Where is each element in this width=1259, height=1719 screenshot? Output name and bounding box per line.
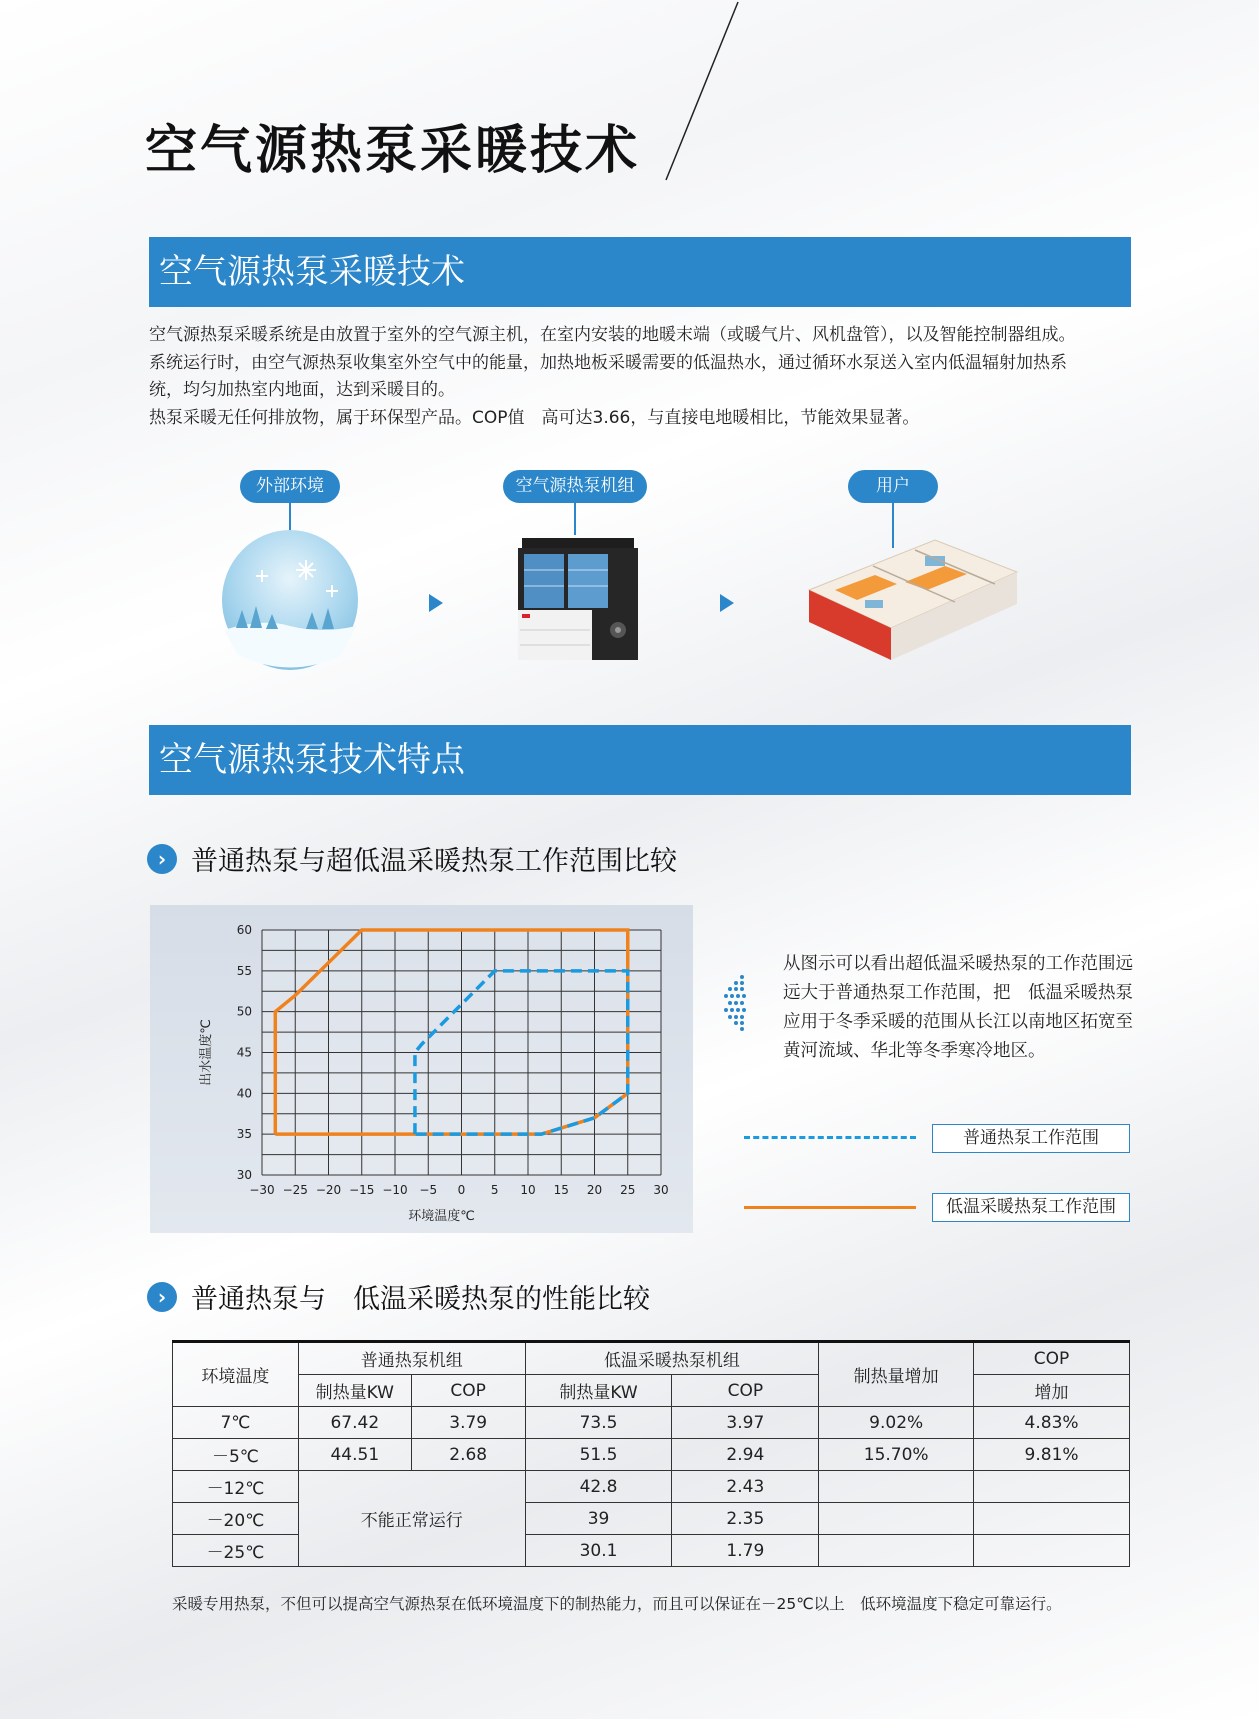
- cell-temp: －25℃: [173, 1535, 299, 1567]
- intro-line: 系统运行时，由空气源热泵收集室外空气中的能量，加热地板采暖需要的低温热水，通过循环水泵送入室内低温辐射加热系: [149, 352, 1067, 373]
- cell-cop-gain: 9.81%: [974, 1439, 1130, 1471]
- section-bar-technology: 空气源热泵采暖技术: [149, 237, 1131, 307]
- flow-label-user: 用户: [848, 470, 938, 503]
- subheading-text: 普通热泵与 低温采暖热泵的性能比较: [191, 1284, 650, 1315]
- intro-line: 热泵采暖无任何排放物，属于环保型产品。COP值 高可达3.66，与直接电地暖相比，节能效果显著。: [149, 407, 920, 428]
- subheader-heat: 制热量KW: [525, 1375, 672, 1407]
- cell-low-cop: 2.94: [672, 1439, 819, 1471]
- x-tick-label: 0: [457, 1183, 466, 1197]
- chart-description: [783, 950, 1138, 1066]
- performance-table: [172, 1340, 1130, 1567]
- x-axis-label: 环境温度℃: [408, 1209, 475, 1224]
- cell-low-cop: 2.35: [672, 1503, 819, 1535]
- cell-empty: [819, 1471, 974, 1503]
- flow-arrow-icon: [429, 594, 443, 612]
- table-subheader-row: [173, 1375, 1130, 1407]
- chevron-right-icon: ›: [147, 1282, 177, 1312]
- cell-low-cop: 3.97: [672, 1407, 819, 1439]
- cell-low-heat: 30.1: [525, 1535, 672, 1567]
- cell-temp: －5℃: [173, 1439, 299, 1471]
- y-tick-label: 45: [236, 1045, 252, 1060]
- subheading-range-comparison: [147, 839, 677, 878]
- y-tick-label: 50: [236, 1004, 252, 1019]
- cell-empty: [974, 1535, 1130, 1567]
- table-header-row: [173, 1342, 1130, 1375]
- x-tick-label: 30: [653, 1183, 669, 1197]
- intro-paragraph: [149, 322, 1139, 432]
- flow-label-heatpump: 空气源热泵机组: [503, 470, 647, 503]
- cell-empty: [974, 1471, 1130, 1503]
- cell-heat-gain: 15.70%: [819, 1439, 974, 1471]
- cell-temp: －12℃: [173, 1471, 299, 1503]
- x-tick-label: 5: [490, 1183, 499, 1197]
- x-tick-label: −5: [419, 1183, 438, 1197]
- winter-scene-illustration: [222, 530, 358, 670]
- page-title: 空气源热泵采暖技术: [145, 121, 641, 181]
- x-tick-label: 20: [586, 1183, 603, 1197]
- cell-low-heat: 39: [525, 1503, 672, 1535]
- header-cop-top: COP: [974, 1342, 1130, 1375]
- header-normal-unit: 普通热泵机组: [298, 1342, 525, 1375]
- cell-cop-gain: 4.83%: [974, 1407, 1130, 1439]
- intro-line: 统，均匀加热室内地面，达到采暖目的。: [149, 380, 455, 400]
- y-tick-label: 60: [236, 923, 252, 937]
- header-env-temp: 环境温度: [173, 1342, 299, 1407]
- x-tick-label: −30: [249, 1183, 275, 1197]
- description-line: 从图示可以看出超低温采暖热泵的工作范围远: [783, 954, 1133, 974]
- y-tick-label: 55: [236, 963, 252, 978]
- subheader-heat: 制热量KW: [298, 1375, 411, 1407]
- dotted-pointer-icon: [724, 973, 748, 1033]
- x-tick-label: 25: [620, 1183, 636, 1197]
- cell-low-heat: 42.8: [525, 1471, 672, 1503]
- decorative-slash: [660, 0, 740, 185]
- legend-line-low-temp: [744, 1206, 916, 1209]
- section-bar-features: 空气源热泵技术特点: [149, 725, 1131, 795]
- legend-line-normal: [744, 1136, 916, 1139]
- y-tick-label: 40: [236, 1086, 252, 1101]
- subheading-text: 普通热泵与超低温采暖热泵工作范围比较: [191, 846, 677, 877]
- cell-heat-gain: 9.02%: [819, 1407, 974, 1439]
- working-range-chart: [150, 905, 693, 1233]
- x-tick-label: 10: [520, 1183, 536, 1197]
- flow-label-environment: 外部环境: [240, 470, 340, 503]
- flow-arrow-icon: [720, 594, 734, 612]
- intro-line: 空气源热泵采暖系统是由放置于室外的空气源主机，在室内安装的地暖末端（或暖气片、风机盘管），以及智能控制器组成。: [149, 325, 1076, 345]
- x-tick-label: 15: [553, 1183, 569, 1197]
- table-row: [173, 1407, 1130, 1439]
- cell-normal-heat: 67.42: [298, 1407, 411, 1439]
- cell-low-cop: 1.79: [672, 1535, 819, 1567]
- working-range-chart-panel: [150, 905, 693, 1233]
- legend-label-low-temp: 低温采暖热泵工作范围: [932, 1193, 1130, 1222]
- y-tick-label: 30: [236, 1168, 252, 1182]
- description-line: 黄河流域、华北等冬季寒冷地区。: [783, 1041, 1046, 1061]
- x-tick-label: −20: [315, 1183, 342, 1197]
- cell-low-heat: 73.5: [525, 1407, 672, 1439]
- table-row: [173, 1439, 1130, 1471]
- cell-temp: －20℃: [173, 1503, 299, 1535]
- house-cutaway-illustration: [805, 520, 1020, 665]
- x-tick-label: −10: [382, 1183, 408, 1197]
- x-tick-label: −15: [349, 1183, 375, 1197]
- cell-empty: [819, 1503, 974, 1535]
- subheader-cop: COP: [411, 1375, 525, 1407]
- y-tick-label: 35: [236, 1127, 252, 1142]
- cell-temp: 7℃: [173, 1407, 299, 1439]
- header-cop-bottom: 增加: [974, 1375, 1130, 1407]
- y-axis-label: 出水温度℃: [199, 1019, 214, 1086]
- x-tick-label: −25: [282, 1183, 308, 1197]
- cell-low-cop: 2.43: [672, 1471, 819, 1503]
- cell-empty: [819, 1535, 974, 1567]
- heat-pump-unit-illustration: [514, 530, 640, 665]
- footnote: 采暖专用热泵，不但可以提高空气源热泵在低环境温度下的制热能力，而且可以保证在－25℃以上 低环境温度下稳定可靠运行。: [172, 1595, 1062, 1613]
- cell-not-running: 不能正常运行: [298, 1471, 525, 1567]
- cell-low-heat: 51.5: [525, 1439, 672, 1471]
- cell-normal-cop: 3.79: [411, 1407, 525, 1439]
- cell-normal-heat: 44.51: [298, 1439, 411, 1471]
- cell-normal-cop: 2.68: [411, 1439, 525, 1471]
- header-low-temp-unit: 低温采暖热泵机组: [525, 1342, 819, 1375]
- chevron-right-icon: ›: [147, 844, 177, 874]
- subheader-cop: COP: [672, 1375, 819, 1407]
- cell-empty: [974, 1503, 1130, 1535]
- table-row: [173, 1471, 1130, 1503]
- header-heat-gain: 制热量增加: [819, 1342, 974, 1407]
- description-line: 远大于普通热泵工作范围，把 低温采暖热泵: [783, 983, 1133, 1003]
- subheading-performance-comparison: [147, 1277, 650, 1316]
- description-line: 应用于冬季采暖的范围从长江以南地区拓宽至: [783, 1012, 1133, 1032]
- legend-label-normal: 普通热泵工作范围: [932, 1124, 1130, 1153]
